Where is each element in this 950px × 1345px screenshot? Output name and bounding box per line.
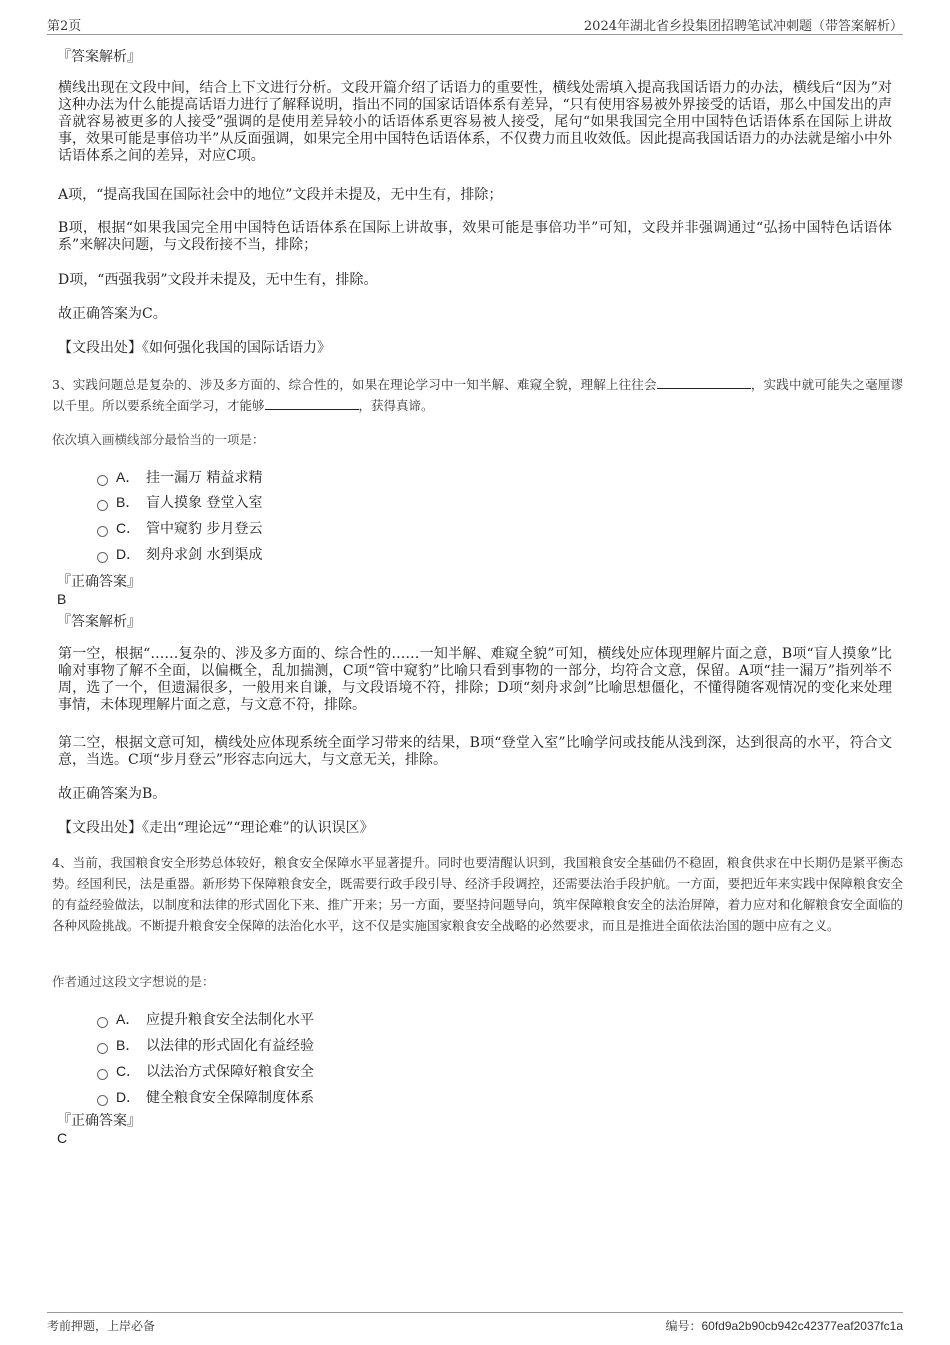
option-letter: B．	[116, 494, 140, 510]
page-number: 第2页	[47, 19, 82, 34]
option-letter: A．	[116, 1011, 140, 1027]
code-label: 编号：	[665, 1319, 702, 1333]
document-title: 2024年湖北省乡投集团招聘笔试冲刺题（带答案解析）	[583, 19, 903, 34]
option-letter: C．	[116, 520, 141, 536]
footer-slogan: 考前押题，上岸必备	[47, 1319, 156, 1333]
option-text: 挂一漏万 精益求精	[146, 470, 263, 486]
document-code	[665, 1317, 903, 1334]
q3-blank-2	[265, 397, 359, 410]
q3-text-part-1: 3、实践问题总是复杂的、涉及多方面的、综合性的，如果在理论学习中一知半解、难窥全貌，理解上往往会	[52, 377, 657, 392]
q2-conclusion: 故正确答案为C。	[58, 306, 167, 322]
q4-answer-label: 『正确答案』	[57, 1113, 141, 1129]
q2-analysis-label: 『答案解析』	[57, 49, 141, 65]
q4-option-d[interactable]	[97, 1087, 314, 1107]
q2-source: 【文段出处】《如何强化我国的国际话语力》	[58, 340, 331, 356]
q3-answer: B	[57, 591, 67, 607]
radio-icon[interactable]	[97, 475, 108, 486]
radio-icon[interactable]	[97, 500, 108, 511]
q3-analysis-paragraph-2: 第二空，根据文意可知，横线处应体现系统全面学习带来的结果，B项“登堂入室”比喻学问或技能从浅到深，达到很高的水平，符合文意，当选。C项“步月登云”形容志向远大，与文意无关，排除。	[58, 735, 892, 768]
radio-icon[interactable]	[97, 1095, 108, 1106]
q3-text-part-3: ，获得真谛。	[358, 398, 434, 413]
q4-option-b[interactable]	[97, 1035, 314, 1055]
option-letter: D．	[116, 1089, 141, 1105]
radio-icon[interactable]	[97, 1069, 108, 1080]
option-letter: B．	[116, 1037, 140, 1053]
q2-analysis-paragraph-2: A项，“提高我国在国际社会中的地位”文段并未提及，无中生有，排除；	[58, 187, 503, 203]
q3-option-a[interactable]	[97, 467, 262, 487]
q3-option-b[interactable]	[97, 492, 262, 512]
option-letter: C．	[116, 1063, 141, 1079]
q2-analysis-paragraph-1: 横线出现在文段中间，结合上下文进行分析。文段开篇介绍了话语力的重要性，横线处需填入提高我国话语力的办法，横线后“因为”对这种办法为什么能提高话语力进行了解释说明，指出不同的国家话语体系有差异，“只有使用容易被外界接受的话语，那么中国发出的声音就容易被更多的人接受”强调的是使用差异较小的话语体系更容易被人接受，尾句“如果我国完全用中国特色话语体系在国际上讲故事，效果可能是事倍功半”从反面强调，如果完全用中国特色话语体系，不仅费力而且收效低。因此提高我国话语力的办法就是缩小中外话语体系之间的差异，对应C项。	[58, 80, 892, 164]
q3-option-d[interactable]	[97, 544, 262, 564]
q3-prompt: 依次填入画横线部分最恰当的一项是：	[52, 432, 265, 447]
radio-icon[interactable]	[97, 1017, 108, 1028]
radio-icon[interactable]	[97, 1043, 108, 1054]
option-text: 健全粮食安全保障制度体系	[146, 1090, 314, 1106]
option-text: 以法律的形式固化有益经验	[146, 1038, 314, 1054]
page-header	[47, 14, 903, 35]
option-text: 盲人摸象 登堂入室	[146, 495, 263, 511]
radio-icon[interactable]	[97, 526, 108, 537]
q4-question-text: 4、当前，我国粮食安全形势总体较好，粮食安全保障水平显著提升。同时也要清醒认识到，我国粮食安全基础仍不稳固，粮食供求在中长期仍是紧平衡态势。经国利民，法是重器。新形势下保障粮食安全，既需要行政手段引导、经济手段调控，还需要法治手段护航。一方面，要把近年来实践中保障粮食安全的有益经验做法，以制度和法律的形式固化下来、推广开来；另一方面，要坚持问题导向，筑牢保障粮食安全的法治屏障，着力应对和化解粮食安全面临的各种风险挑战。不断提升粮食安全保障的法治化水平，这不仅是实施国家粮食安全战略的必然要求，而且是推进全面依法治国的题中应有之义。	[52, 855, 903, 933]
radio-icon[interactable]	[97, 552, 108, 563]
q4-answer: C	[57, 1130, 68, 1146]
page-footer	[47, 1312, 903, 1335]
option-letter: D．	[116, 546, 141, 562]
q4-option-a[interactable]	[97, 1009, 314, 1029]
q3-option-c[interactable]	[97, 518, 262, 538]
option-letter: A．	[116, 469, 140, 485]
q2-analysis-paragraph-3: B项，根据“如果我国完全用中国特色话语体系在国际上讲故事，效果可能是事倍功半”可知，文段并非强调通过“弘扬中国特色话语体系”来解决问题，与文段衔接不当，排除；	[58, 220, 892, 253]
q3-answer-label: 『正确答案』	[57, 574, 141, 590]
q3-analysis-paragraph-1: 第一空，根据“……复杂的、涉及多方面的、综合性的……一知半解、难窥全貌”可知，横线处应体现理解片面之意，B项“盲人摸象”比喻对事物了解不全面，以偏概全，乱加揣测，C项“管中窥豹”比喻只看到事物的一部分，均符合文意，保留。A项“挂一漏万”指列举不周，选了一个，但遗漏很多，一般用来自谦，与文段语境不符，排除；D项“刻舟求剑”比喻思想僵化，不懂得随客观情况的变化来处理事情，未体现理解片面之意，与文意不符，排除。	[58, 646, 892, 713]
option-text: 以法治方式保障好粮食安全	[146, 1064, 314, 1080]
q2-analysis-paragraph-4: D项，“西强我弱”文段并未提及，无中生有，排除。	[58, 272, 378, 288]
q3-blank-1	[657, 376, 751, 389]
q3-source: 【文段出处】《走出“理论远”“理论难”的认识误区》	[58, 820, 374, 836]
q3-conclusion: 故正确答案为B。	[58, 786, 167, 802]
q3-analysis-label: 『答案解析』	[57, 614, 141, 630]
q3-question-text	[52, 374, 903, 416]
q4-prompt: 作者通过这段文字想说的是：	[52, 974, 215, 989]
option-text: 刻舟求剑 水到渠成	[146, 547, 263, 563]
q3-text-part-2: ，实践中就可能失之毫厘谬以千里。所以要系统全面学习，才能够	[52, 377, 903, 413]
option-text: 管中窥豹 步月登云	[146, 521, 263, 537]
q4-option-c[interactable]	[97, 1061, 314, 1081]
option-text: 应提升粮食安全法制化水平	[146, 1012, 314, 1028]
code-value: 60fd9a2b90cb942c42377eaf2037fc1a	[701, 1319, 903, 1333]
